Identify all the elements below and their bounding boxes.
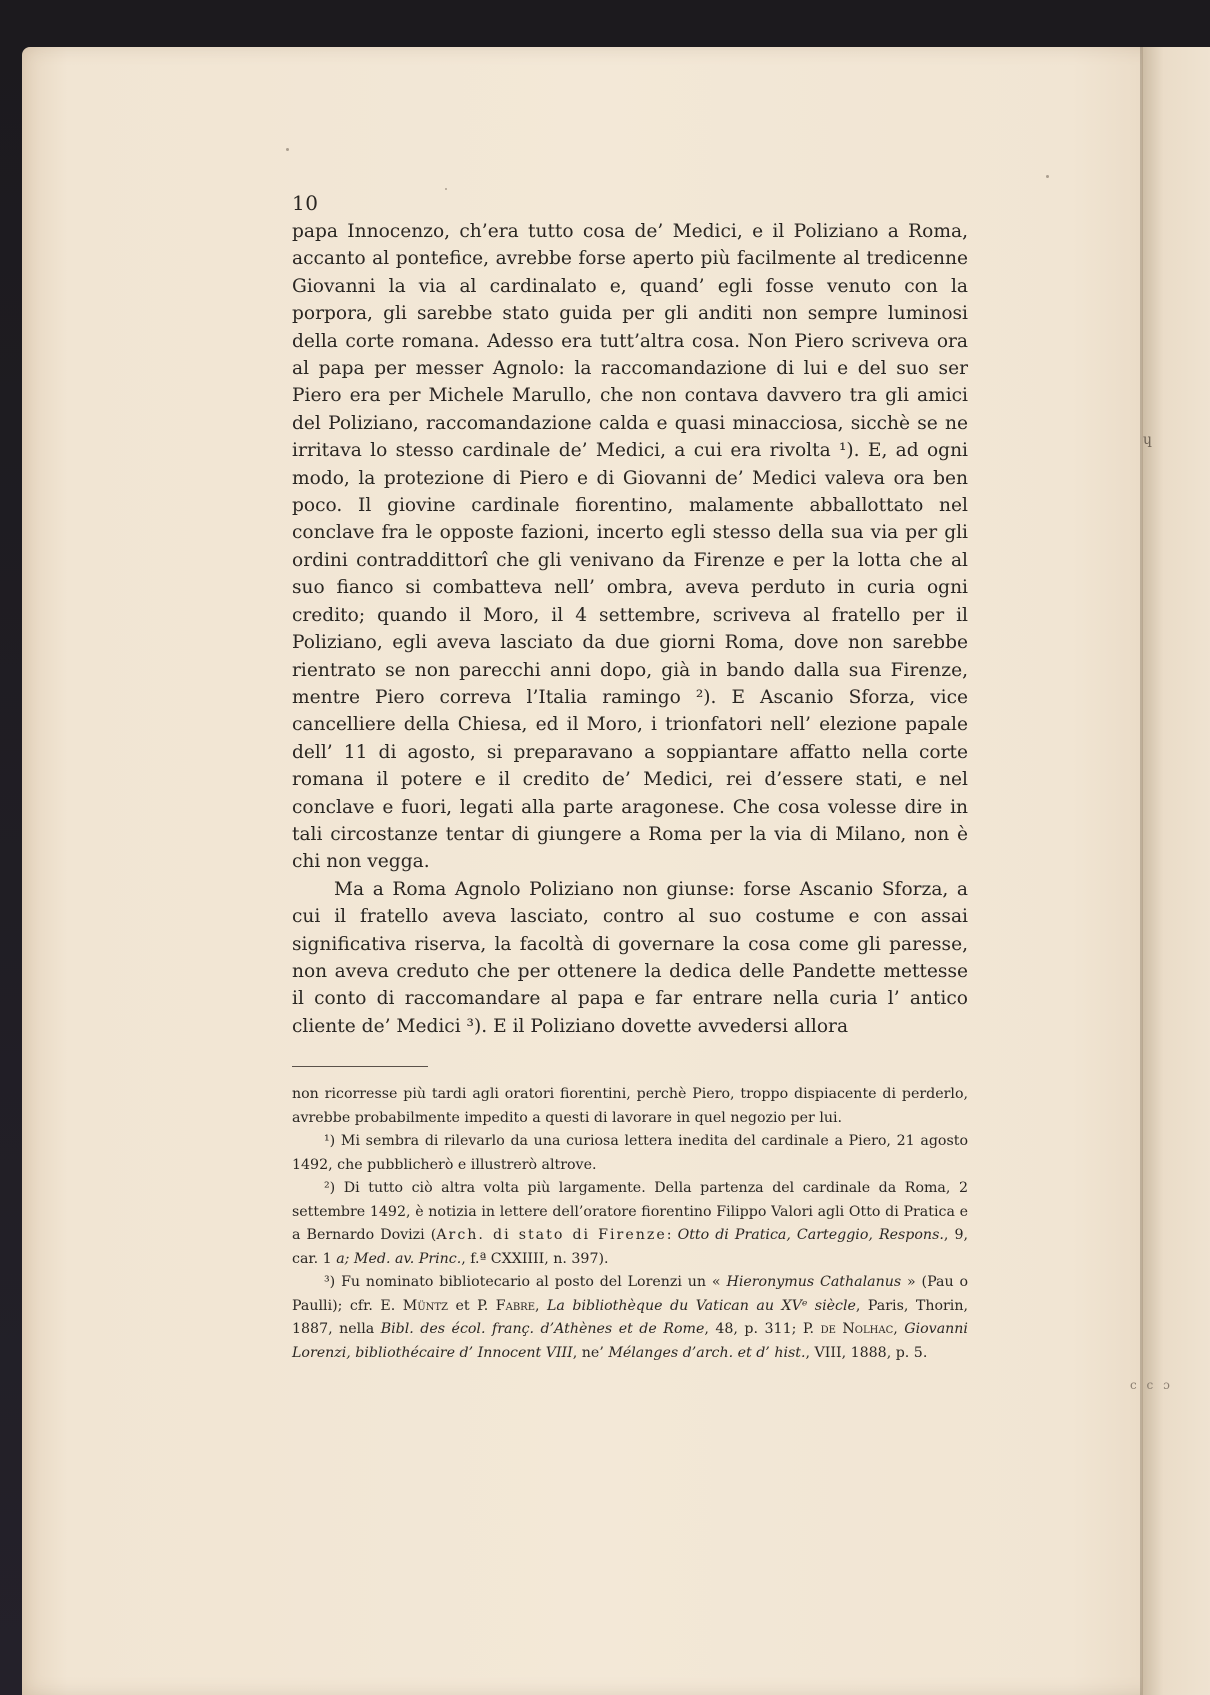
footnote-3 xyxy=(292,1271,968,1365)
footnote-rule xyxy=(292,1066,428,1067)
page-number: 10 xyxy=(292,191,319,215)
footnote-2-text: , 9, car. 1 xyxy=(292,1227,968,1267)
footnote-3-italic: Bibl. des écol. franç. d’Athènes et de Rome xyxy=(380,1321,705,1338)
footnote-2 xyxy=(292,1177,968,1271)
footnote-3-text: , xyxy=(535,1297,547,1314)
footnote-3-italic: Giovanni Lorenzi, bibliothécaire d’ Innocent VIII xyxy=(292,1321,968,1361)
footnote-3-italic: La bibliothèque du Vatican au XVᵉ siècle xyxy=(547,1297,856,1314)
footnote-2-italic: a; Med. av. Princ. xyxy=(336,1250,462,1267)
footnote-2-archive: Arch. di stato di Firenze xyxy=(436,1227,667,1244)
footnote-2-italic: Otto di Pratica, Carteggio, Respons. xyxy=(677,1227,944,1244)
footnote-3-text: , ne’ xyxy=(572,1344,609,1361)
footnote-3-text: , 48, p. 311; P. xyxy=(704,1321,821,1338)
paper-speck xyxy=(1046,175,1049,178)
footnote-3-text: » (Pau o Paulli); cfr. E. xyxy=(292,1274,968,1314)
text-block xyxy=(292,190,968,1365)
facing-page-edge xyxy=(1142,47,1210,1695)
footnote-3-text: ³) Fu nominato bibliotecario al posto del Lorenzi un « xyxy=(324,1274,727,1291)
footnote-3-author: de Nolhac xyxy=(820,1321,894,1338)
footnote-3-italic: Mélanges d’arch. et d’ hist. xyxy=(608,1344,806,1361)
body-paragraph-1: papa Innocenzo, ch’era tutto cosa de’ Medici, e il Poliziano a Roma, accanto al pontefice, avrebbe forse aperto più facilmente al tredicenne Giovanni la via al cardinalato e, quand’ egli fosse venuto con la porpora, gli sarebbe stato guida per gli anditi non sempre luminosi della corte romana. Adesso era tutt’altra cosa. Non Piero scriveva ora al papa per messer Agnolo: la raccomandazione di lui e del suo ser Piero era per Michele Marullo, che non contava davvero tra gli amici del Poliziano, raccomandazione calda e quasi minacciosa, sicchè se ne irritava lo stesso cardinale de’ Medici, a cui era rivolta ¹). E, ad ogni modo, la protezione di Piero e di Giovanni de’ Medici valeva ora ben poco. Il giovine cardinale fiorentino, malamente abballottato nel conclave fra le opposte fazioni, incerto egli stesso della sua via per gli ordini contraddittorî che gli venivano da Firenze e per la lotta che al suo fianco si combatteva nell’ ombra, aveva perduto in curia ogni credito; quando il Moro, il 4 settembre, scriveva al fratello per il Poliziano, egli aveva lasciato da due giorni Roma, dove non sarebbe rientrato se non parecchi anni dopo, già in bando dalla sua Firenze, mentre Piero correva l’Italia ramingo ²). E Ascanio Sforza, vice cancelliere della Chiesa, ed il Moro, i trionfatori nell’ elezione papale dell’ 11 di agosto, si preparavano a soppiantare affatto nella corte romana il potere e il credito de’ Medici, rei d’essere stati, e nel conclave e fuori, legati alla parte aragonese. Che cosa volesse dire in tali circostanze tentar di giungere a Roma per la via di Milano, non è chi non vegga. xyxy=(292,221,968,873)
footnote-2-text: ²) Di tutto ciò altra volta più largamente. Della partenza del cardinale da Roma, 2 settembre 1492, è notizia in lettere dell’oratore fiorentino Filippo Valori agli Otto di Pratica e a Bernardo Dovizi ( xyxy=(292,1180,968,1244)
paper-speck xyxy=(286,148,289,151)
footnote-3-text: , Paris, Thorin, 1887, nella xyxy=(292,1297,968,1338)
footnote-3-text: et P. xyxy=(448,1297,496,1314)
footnote-continued: non ricorresse più tardi agli oratori fiorentini, perchè Piero, troppo dispiacente di perderlo, avrebbe probabilmente impedito a questi di lavorare in quel negozio per lui. xyxy=(292,1086,968,1126)
footnote-3-text: , VIII, 1888, p. 5. xyxy=(805,1344,928,1361)
margin-scrawl: c c ɔ xyxy=(1130,1378,1173,1392)
body-paragraph-2: Ma a Roma Agnolo Poliziano non giunse: forse Ascanio Sforza, a cui il fratello aveva lasciato, contro al suo costume e con assai significativa riserva, la facoltà di governare la cosa come gli paresse, non aveva creduto che per ottenere la dedica delle Pandette mettesse il conto di raccomandare al papa e far entrare nella curia l’ antico cliente de’ Medici ³). E il Poliziano dovette avvedersi allora xyxy=(292,878,968,1037)
footnote-2-text: , f.ª CXXIIII, n. 397). xyxy=(461,1250,609,1267)
footnote-3-author: Müntz xyxy=(402,1297,449,1314)
footnote-3-italic: Hieronymus Cathalanus xyxy=(726,1274,902,1291)
footnote-3-author: Fabre xyxy=(495,1297,535,1314)
footnote-1: ¹) Mi sembra di rilevarlo da una curiosa lettera inedita del cardinale a Piero, 21 agosto 1492, che pubblicherò e illustrerò altrove. xyxy=(292,1133,968,1173)
footnote-2-text: : xyxy=(666,1227,678,1244)
margin-mark: ɥ xyxy=(1143,432,1153,448)
footnote-3-text: , xyxy=(893,1321,905,1338)
